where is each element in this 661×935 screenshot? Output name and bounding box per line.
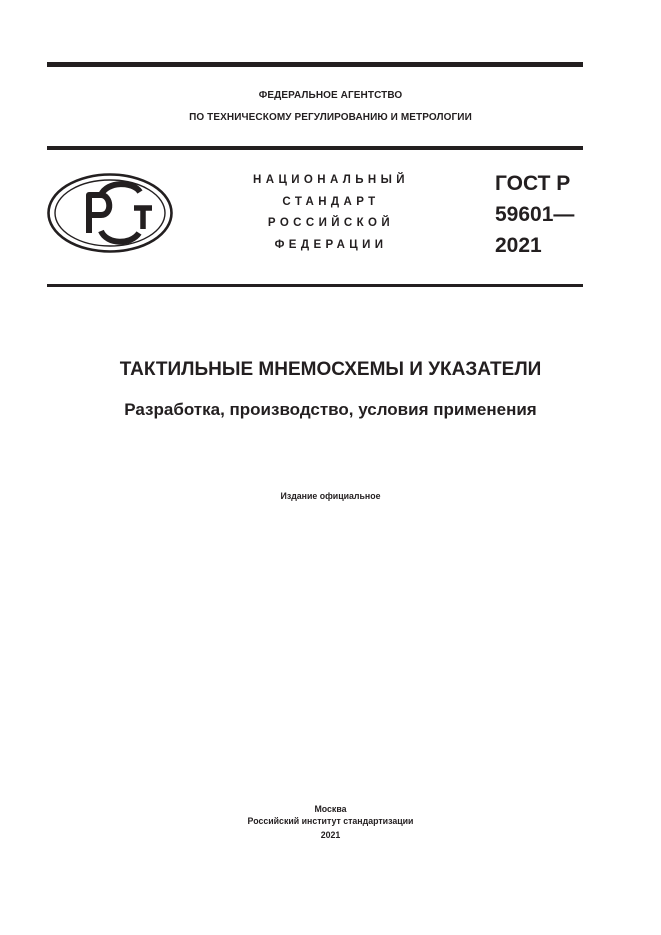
standard-code-line: 59601— xyxy=(495,203,575,226)
standard-type-line: СТАНДАРТ xyxy=(282,195,380,208)
footer-publisher: Российский институт стандартизации xyxy=(247,816,414,826)
header-bottom-rule xyxy=(47,284,583,287)
standard-type-line: ФЕДЕРАЦИИ xyxy=(274,238,388,251)
edition-label: Издание официальное xyxy=(280,491,381,501)
top-rule xyxy=(47,62,583,67)
agency-line-1: ФЕДЕРАЛЬНОЕ АГЕНТСТВО xyxy=(258,90,403,101)
document-subtitle: Разработка, производство, условия применения xyxy=(124,400,537,419)
standard-code-line: ГОСТ Р xyxy=(495,172,571,195)
footer-year: 2021 xyxy=(320,830,341,840)
standard-code xyxy=(495,168,574,261)
standard-type-line: РОССИЙСКОЙ xyxy=(267,217,395,229)
standard-code-line: 2021 xyxy=(495,234,542,257)
standard-type-label xyxy=(200,170,462,256)
footer-city: Москва xyxy=(314,804,347,814)
standard-type-line: НАЦИОНАЛЬНЫЙ xyxy=(253,174,409,186)
document-title: ТАКТИЛЬНЫЕ МНЕМОСХЕМЫ И УКАЗАТЕЛИ xyxy=(119,359,542,380)
header-rule xyxy=(47,146,583,150)
agency-line-2: ПО ТЕХНИЧЕСКОМУ РЕГУЛИРОВАНИЮ И МЕТРОЛОГИИ xyxy=(189,112,472,123)
gost-r-logo-icon xyxy=(47,173,173,253)
